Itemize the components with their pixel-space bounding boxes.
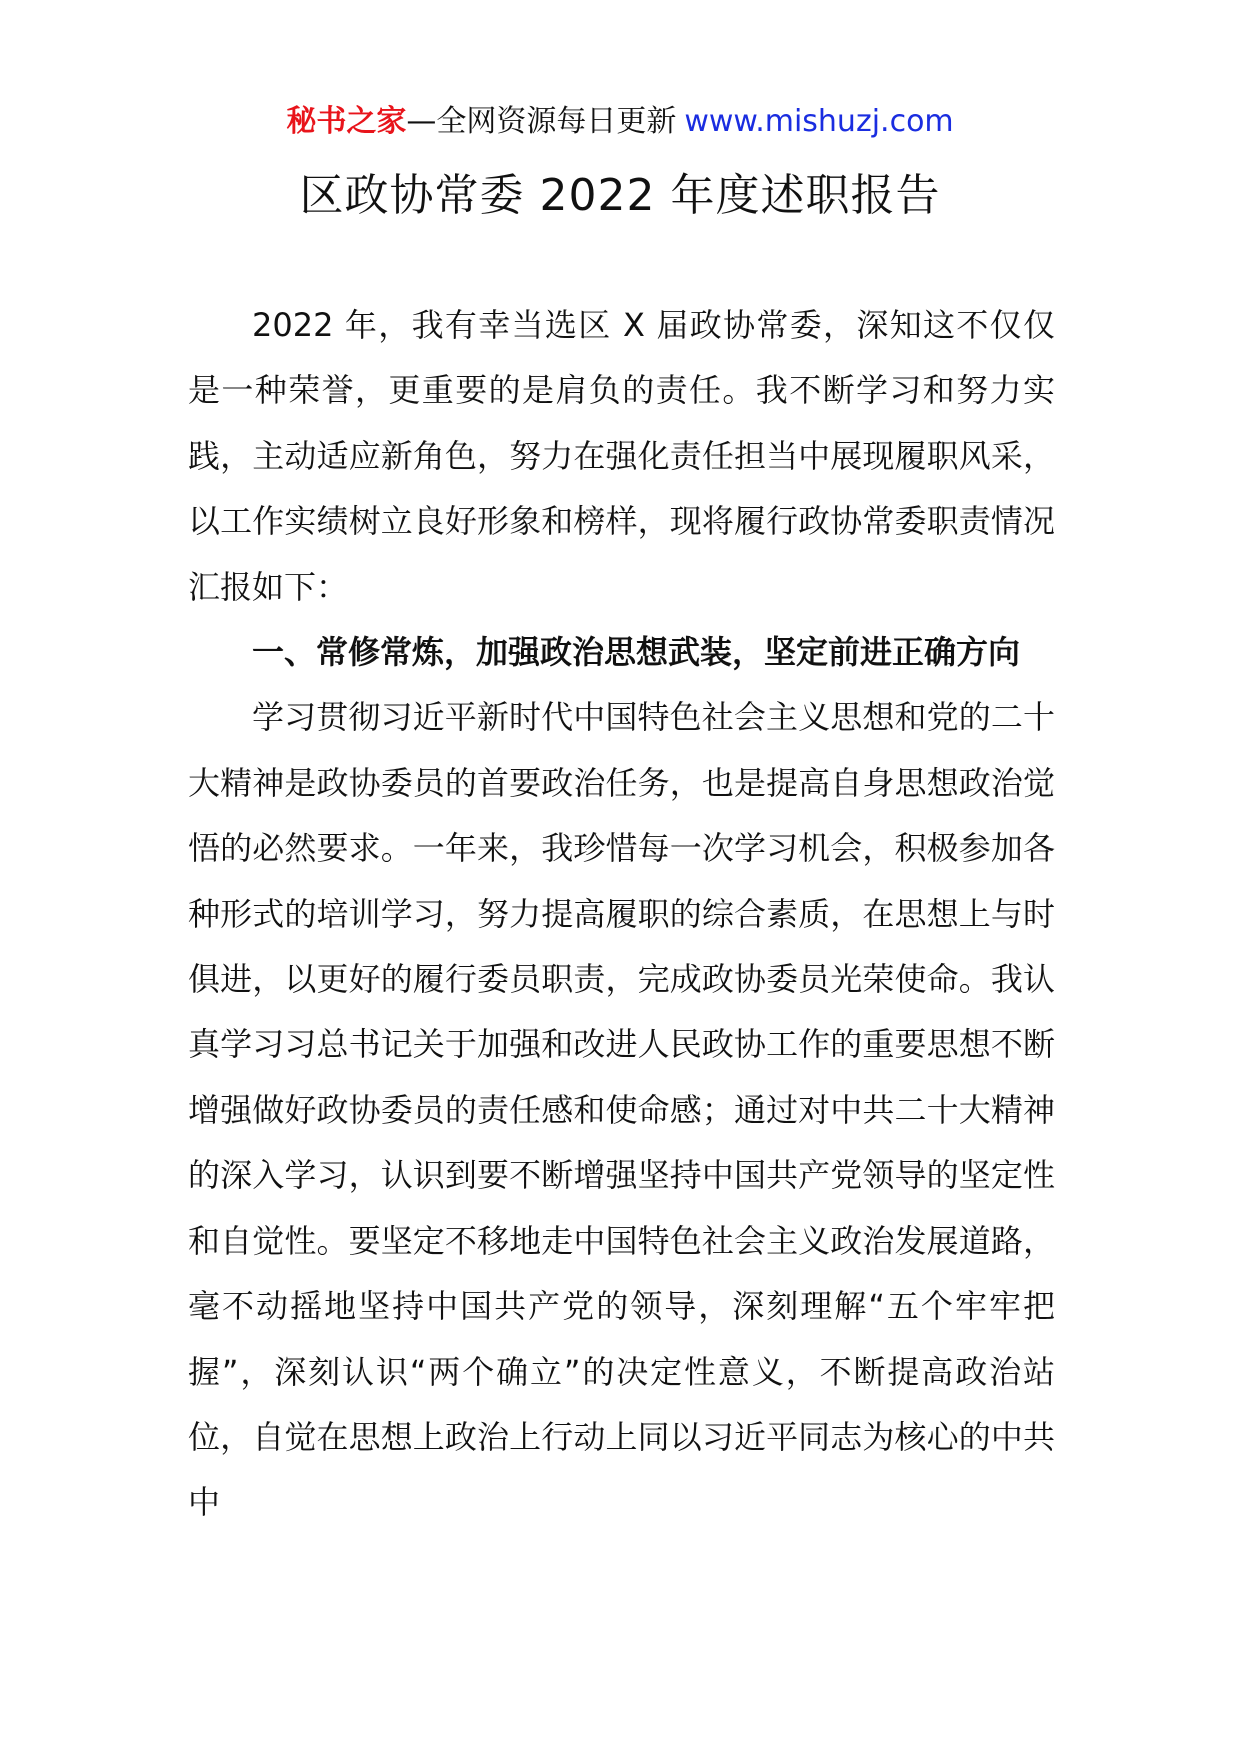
body-paragraph: 学习贯彻习近平新时代中国特色社会主义思想和党的二十大精神是政协委员的首要政治任务，也是提高自身思想政治觉悟的必然要求。一年来，我珍惜每一次学习机会，积极参加各种形式的培训学习，努力提高履职的综合素质，在思想上与时俱进，以更好的履行委员职责，完成政协委员光荣使命。我认真学习习总书记关于加强和改进人民政协工作的重要思想不断增强做好政协委员的责任感和使命感；通过对中共二十大精神的深入学习，认识到要不断增强坚持中国共产党领导的坚定性和自觉性。要坚定不移地走中国特色社会主义政治发展道路，毫不动摇地坚持中国共产党的领导，深刻理解“五个牢牢把握”，深刻认识“两个确立”的决定性意义，不断提高政治站位，自觉在思想上政治上行动上同以习近平同志为核心的中共中 [188,698,1055,1522]
site-url-link[interactable]: www.mishuzj.com [684,104,954,139]
site-brand: 秘书之家 [286,104,407,139]
intro-paragraph: 2022 年，我有幸当选区 X 届政协常委，深知这不仅仅是一种荣誉，更重要的是肩负的责任。我不断学习和努力实践，主动适应新角色，努力在强化责任担当中展现履职风采，以工作实绩树立良好形象和榜样，现将履行政协常委职责情况汇报如下： [188,306,1055,606]
document-body [188,293,1055,1536]
site-header [0,100,1240,144]
site-tagline: —全网资源每日更新 [406,104,677,139]
document-title: 区政协常委 2022 年度述职报告 [299,170,941,221]
section-heading-1: 一、常修常炼，加强政治思想武装，坚定前进正确方向 [252,633,1021,672]
